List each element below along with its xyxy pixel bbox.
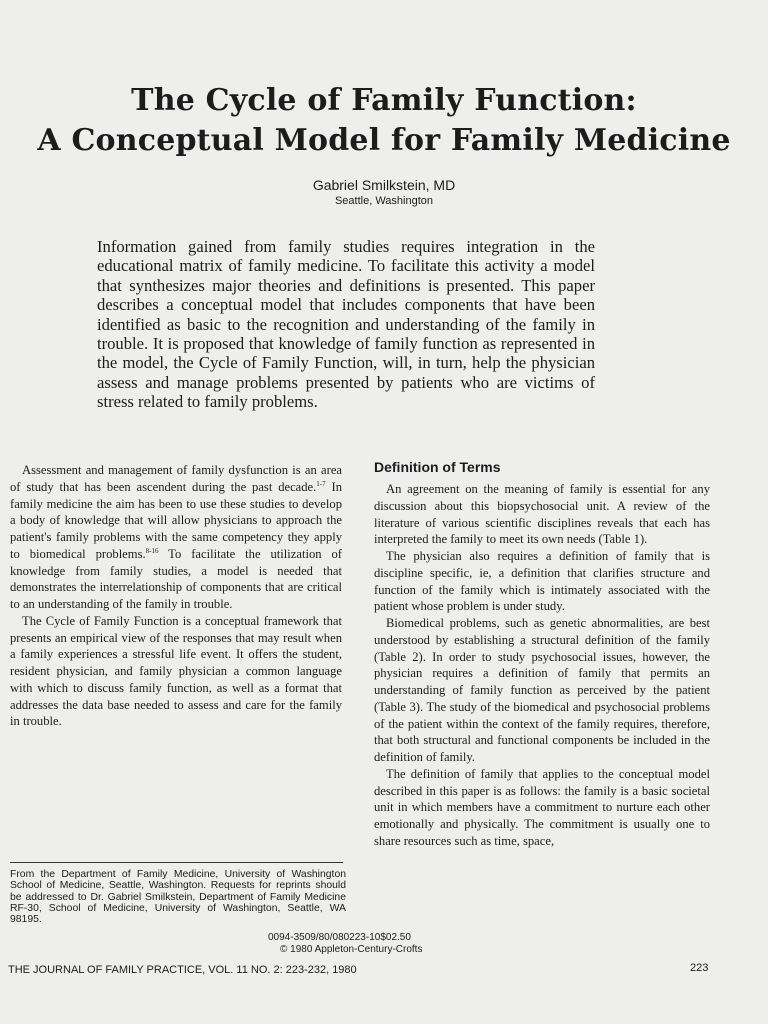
left-p1-text-b: In family medicine the aim has been to use these studies to develop a body of knowledge that will allow physicians to approach the patient's family problems with the same competency they apply to biomedical problems.	[10, 479, 342, 561]
right-paragraph-1: An agreement on the meaning of family is essential for any discussion about this biopsychosocial unit. A review of the literature of various scientific disciplines reveals that each has interpreted the family to meet its own needs (Table 1).	[374, 482, 710, 547]
left-p1-text-c: To facilitate the utilization of knowledge from family studies, a model is needed that demonstrates the interrelationship of components that are critical to an understanding of the family in trouble.	[10, 546, 342, 611]
journal-citation: THE JOURNAL OF FAMILY PRACTICE, VOL. 11 NO. 2: 223-232, 1980	[8, 964, 357, 976]
left-paragraph-2: The Cycle of Family Function is a conceptual framework that presents an empirical view of the responses that may result when a family experiences a stressful life event. It offers the student, resident physician, and family physician a common language with which to discuss family function, as well as a format that addresses the data base needed to assess and care for the family in trouble.	[10, 613, 342, 729]
section-heading: Definition of Terms	[374, 459, 501, 475]
copyright-line: © 1980 Appleton-Century-Crofts	[280, 943, 423, 955]
footnote-divider	[10, 862, 343, 863]
issn-code: 0094-3509/80/080223-10$02.50	[268, 932, 411, 943]
right-paragraph-4: The definition of family that applies to the conceptual model described in this paper is as follows: the family is a basic societal unit in which members have a commitment to nurture each other emotionally and physically. The commitment is usually one to share resources such as time, space,	[374, 766, 710, 848]
citation-ref: 1-7	[316, 479, 326, 488]
page-number: 223	[690, 962, 709, 974]
left-paragraph-1	[10, 462, 342, 613]
publication-codes	[268, 932, 468, 955]
right-paragraph-2: The physician also requires a definition of family that is discipline specific, ie, a definition that clarifies structure and function of the family which is intimately associated with the patient whose problem is under study.	[374, 549, 710, 614]
right-paragraph-3: Biomedical problems, such as genetic abnormalities, are best understood by establishing a structural definition of the family (Table 2). In order to study psychosocial issues, however, the physician requires a definition of family that permits an understanding of family function as perceived by the patient (Table 3). The study of the biomedical and psychosocial problems of the patient within the context of the family requires, therefore, that both structural and functional components be included in the definition of family.	[374, 616, 710, 764]
left-p1-text-a: Assessment and management of family dysfunction is an area of study that has been ascendent during the past decade.	[10, 463, 342, 494]
left-column	[10, 462, 342, 730]
title-line-1: The Cycle of Family Function:	[131, 83, 637, 118]
abstract: Information gained from family studies requires integration in the educational matrix of family medicine. To facilitate this activity a model that synthesizes major theories and definitions is presented. This paper describes a conceptual model that includes components that have been identified as basic to the recognition and understanding of the family in trouble. It is proposed that knowledge of family function as represented in the model, the Cycle of Family Function, will, in turn, help the physician assess and manage problems presented by patients who are victims of stress related to family problems.	[97, 237, 595, 412]
author-name: Gabriel Smilkstein, MD	[312, 177, 456, 193]
right-column	[374, 481, 710, 850]
footnote: From the Department of Family Medicine, University of Washington School of Medicine, Seattle, Washington. Requests for reprints should be addressed to Dr. Gabriel Smilkstein, Department of Family Medicine RF-30, School of Medicine, University of Washington, Seattle, WA 98195.	[10, 869, 346, 926]
author-affiliation: Seattle, Washington	[334, 195, 434, 207]
citation-ref: 8-16	[145, 546, 159, 555]
title-line-2: A Conceptual Model for Family Medicine	[37, 123, 731, 158]
